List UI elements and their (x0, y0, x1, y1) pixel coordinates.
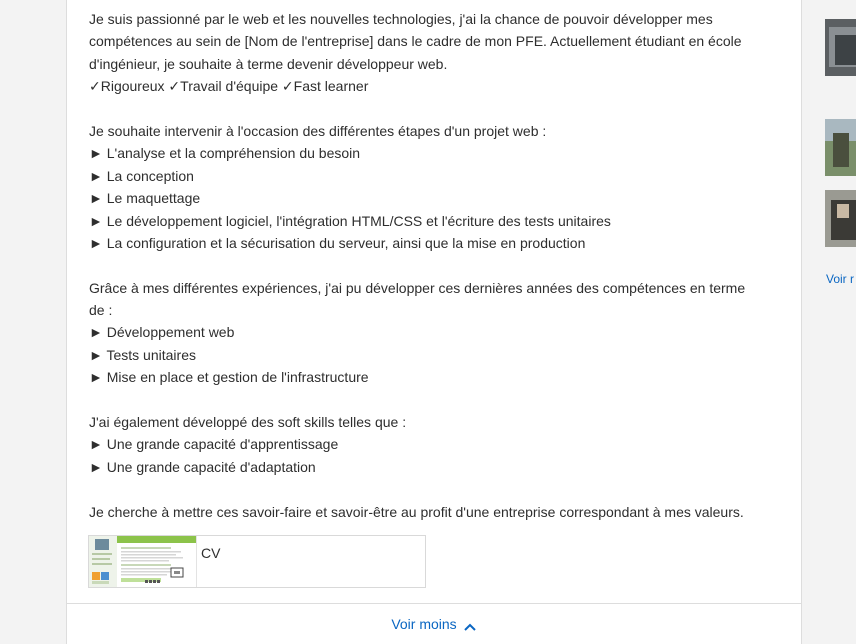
about-spacer (89, 98, 789, 120)
sidebar-profile-photo[interactable] (825, 19, 856, 76)
about-line: ► Mise en place et gestion de l'infrastructure (89, 369, 369, 386)
about-line: de : (89, 302, 113, 319)
about-line: ► Le maquettage (89, 190, 201, 207)
sidebar-photo-image (825, 19, 856, 76)
about-line: ► L'analyse et la compréhension du besoin (89, 145, 361, 162)
about-line: ► Une grande capacité d'apprentissage (89, 436, 339, 453)
about-line: ✓Rigoureux ✓Travail d'équipe ✓Fast learner (89, 78, 369, 95)
about-line: ► Développement web (89, 324, 235, 341)
cv-thumbnail[interactable] (89, 536, 197, 587)
about-line: ► Tests unitaires (89, 346, 196, 363)
about-line: ► La configuration et la sécurisation du serveur, ainsi que la mise en production (89, 234, 586, 251)
sidebar-photo-image (825, 190, 856, 247)
about-line: Je souhaite intervenir à l'occasion des différentes étapes d'un projet web : (89, 122, 547, 139)
about-line: Je cherche à mettre ces savoir-faire et savoir-être au profit d'une entreprise correspondant à mes valeurs. (89, 503, 744, 520)
sidebar-photo-image (825, 119, 856, 176)
about-line: Grâce à mes différentes expériences, j'ai pu développer ces dernières années des compétences en terme (89, 279, 746, 296)
see-less-label: Voir moins (391, 616, 457, 632)
about-line: J'ai également développé des soft skills telles que : (89, 414, 407, 431)
sidebar-profile-photo[interactable] (825, 190, 856, 247)
about-text (89, 8, 789, 523)
about-line: ► Le développement logiciel, l'intégration HTML/CSS et l'écriture des tests unitaires (89, 212, 611, 229)
about-line: ► La conception (89, 167, 194, 184)
see-less-button[interactable] (67, 604, 801, 644)
attachment-title[interactable]: CV (201, 545, 221, 561)
about-line: ► Une grande capacité d'adaptation (89, 458, 316, 475)
sidebar-see-more-link[interactable]: Voir r (826, 272, 855, 286)
sidebar-profile-photo[interactable] (825, 119, 856, 176)
about-line: compétences au sein de [Nom de l'entreprise] dans le cadre de mon PFE. Actuellement étudiant en école (89, 33, 742, 50)
about-line: d'ingénieur, je souhaite à terme devenir développeur web. (89, 55, 448, 72)
about-card (66, 0, 802, 644)
about-spacer (89, 254, 789, 276)
media-attachment[interactable] (88, 535, 426, 588)
about-line: Je suis passionné par le web et les nouvelles technologies, j'ai la chance de pouvoir développer mes (89, 11, 713, 27)
cv-thumbnail-image (89, 536, 196, 587)
about-spacer (89, 478, 789, 500)
about-spacer (89, 389, 789, 411)
chevron-up-icon (463, 619, 477, 629)
